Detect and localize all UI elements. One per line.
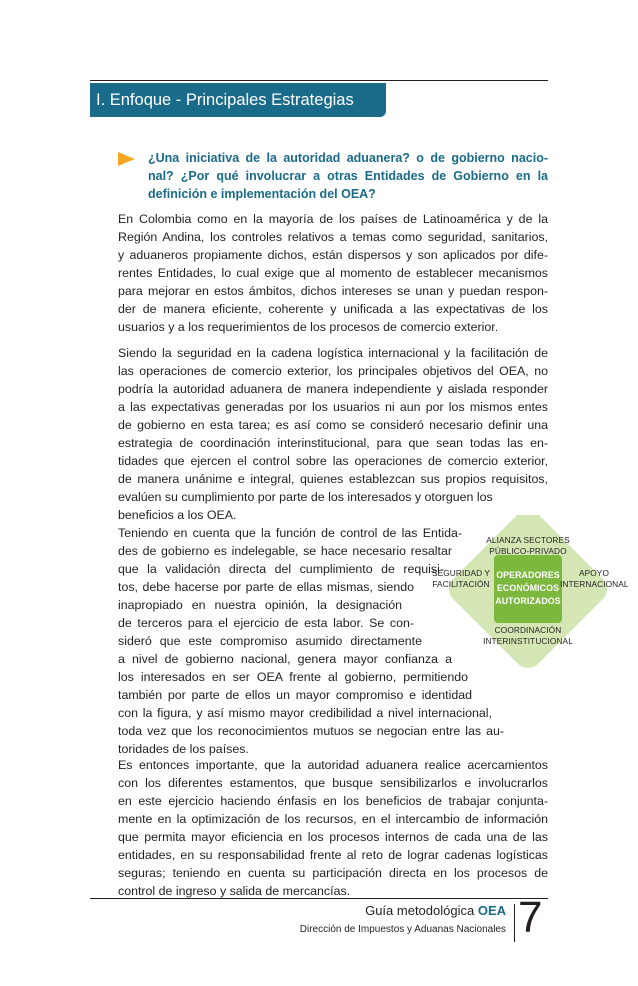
bottom-rule [90, 898, 548, 899]
text-line: tidades que ejercen el control sobre las operaciones de comercio exterior, [118, 454, 548, 468]
oea-diagram [428, 515, 628, 675]
text-line: y aduaneros propiamente dichos, están dispersos y son aplicados por dife- [118, 248, 548, 262]
text-line: tos, debe hacerse por parte de ellas mismas, siendo [118, 580, 414, 594]
section-title: I. Enfoque - Principales Estrategias [90, 83, 386, 117]
footer-oea: OEA [477, 903, 506, 918]
text-line: control de ingreso y salida de mercancías. [118, 884, 351, 898]
text-line: entidades, en su responsabilidad frente al reto de lograr cadenas logísticas [118, 848, 548, 862]
text-line: que permita mayor eficiencia en los procesos internos de cada una de las [118, 830, 548, 844]
page-number: 7 [518, 893, 543, 942]
text-line: des de gobierno es indelegable, se hace necesario resaltar [118, 544, 452, 558]
text-line: evalúen su cumplimiento por parte de los interesados y otorguen los [118, 490, 493, 504]
text-line: con la figura, y así mismo mayor credibilidad a nivel internacional, [118, 706, 492, 720]
text-line: de terceros para el ejercicio de esta labor. Se con- [118, 616, 414, 630]
label-coordinacion: COORDINACIÓN INTERINSTITUCIONAL [483, 625, 573, 646]
text-line: sideró que este compromiso asumido directamente [118, 634, 422, 648]
text-line: rentes Entidades, lo cual exige que al momento de establecer mecanismos [118, 266, 548, 280]
text-line: Es entonces importante, que la autoridad aduanera realice acercamientos [118, 758, 548, 772]
footer-organization: Dirección de Impuestos y Aduanas Nacionales [299, 924, 506, 935]
text-line: que la validación directa del cumplimiento de requisi- [118, 562, 444, 576]
text-line: Siendo la seguridad en la cadena logística internacional y la facilitación de [118, 346, 548, 360]
text-line: de gobierno en esta tarea; es así como se consideró necesario definir una [118, 418, 548, 432]
footer-divider [514, 904, 515, 942]
footer-guide-title: Guía metodológica OEA [365, 903, 506, 918]
play-arrow-icon [118, 152, 135, 166]
top-rule [90, 80, 548, 81]
text-line: seguras; teniendo en cuenta su participación directa en los procesos de [118, 866, 548, 880]
label-apoyo: APOYO INTERNACIONAL [560, 568, 629, 589]
text-line: a nivel de gobierno nacional, genera mayor confianza a [118, 652, 452, 666]
text-line: estrategia de coordinación interinstitucional, para que sean todas las en- [118, 436, 548, 450]
text-line: las operaciones de comercio exterior, los principales objetivos del OEA, no [118, 364, 548, 378]
text-line: podría la autoridad aduanera de manera independiente y aislada responder [118, 382, 548, 396]
text-line: Región Andina, los controles relativos a temas como seguridad, sanitarios, [118, 230, 548, 244]
label-operadores: OPERADORES ECONÓMICOS AUTORIZADOS [495, 570, 561, 606]
text-line: mente en la optimización de los recursos, en el intercambio de información [118, 812, 548, 826]
question-line: nal? ¿Por qué involucrar a otras Entidades de Gobierno en la [148, 169, 548, 183]
label-alianza: ALIANZA SECTORES PÚBLICO-PRIVADO [486, 535, 570, 556]
text-line: en este ejercicio haciendo énfasis en los beneficios de trabajar conjunta- [118, 794, 548, 808]
text-line: también por parte de ellos un mayor compromiso e identidad [118, 688, 472, 702]
text-line: der de manera eficiente, coherente y unificada a las expectativas de los [118, 302, 548, 316]
text-line: toridades de los países. [118, 742, 249, 756]
text-line: con los diferentes estamentos, que busque sensibilizarlos e involucrarlos [118, 776, 548, 790]
text-line: usuarios y a los requerimientos de los procesos de comercio exterior. [118, 320, 499, 334]
question-text [148, 149, 548, 203]
paragraph-4 [118, 756, 548, 900]
question-line: ¿Una iniciativa de la autoridad aduanera? o de gobierno nacio- [148, 151, 548, 165]
label-seguridad: SEGURIDAD Y FACILITACIÓN [431, 568, 491, 589]
text-line: los interesados en ser OEA frente al gobierno, permitiendo [118, 670, 468, 684]
question-line: definición e implementación del OEA? [148, 187, 376, 201]
paragraph-2 [118, 344, 548, 524]
text-line: beneficios a los OEA. [118, 508, 237, 522]
text-line: a las expectativas generadas por los usuarios ni aun por los mismos entes [118, 400, 548, 414]
text-line: de manera unánime e integral, quienes establezcan sus propios requisitos, [118, 472, 548, 486]
text-line: para mejorar en estos ámbitos, dichos intereses se unan y puedan respon- [118, 284, 548, 298]
text-line: inapropiado en nuestra opinión, la designación [118, 598, 402, 612]
question-block [118, 149, 548, 203]
paragraph-1 [118, 210, 548, 336]
text-line: En Colombia como en la mayoría de los países de Latinoamérica y de la [118, 212, 548, 226]
text-line: Teniendo en cuenta que la función de control de las Entida- [118, 526, 462, 540]
text-line: toda vez que los reconocimientos mutuos se negocian entre las au- [118, 724, 504, 738]
